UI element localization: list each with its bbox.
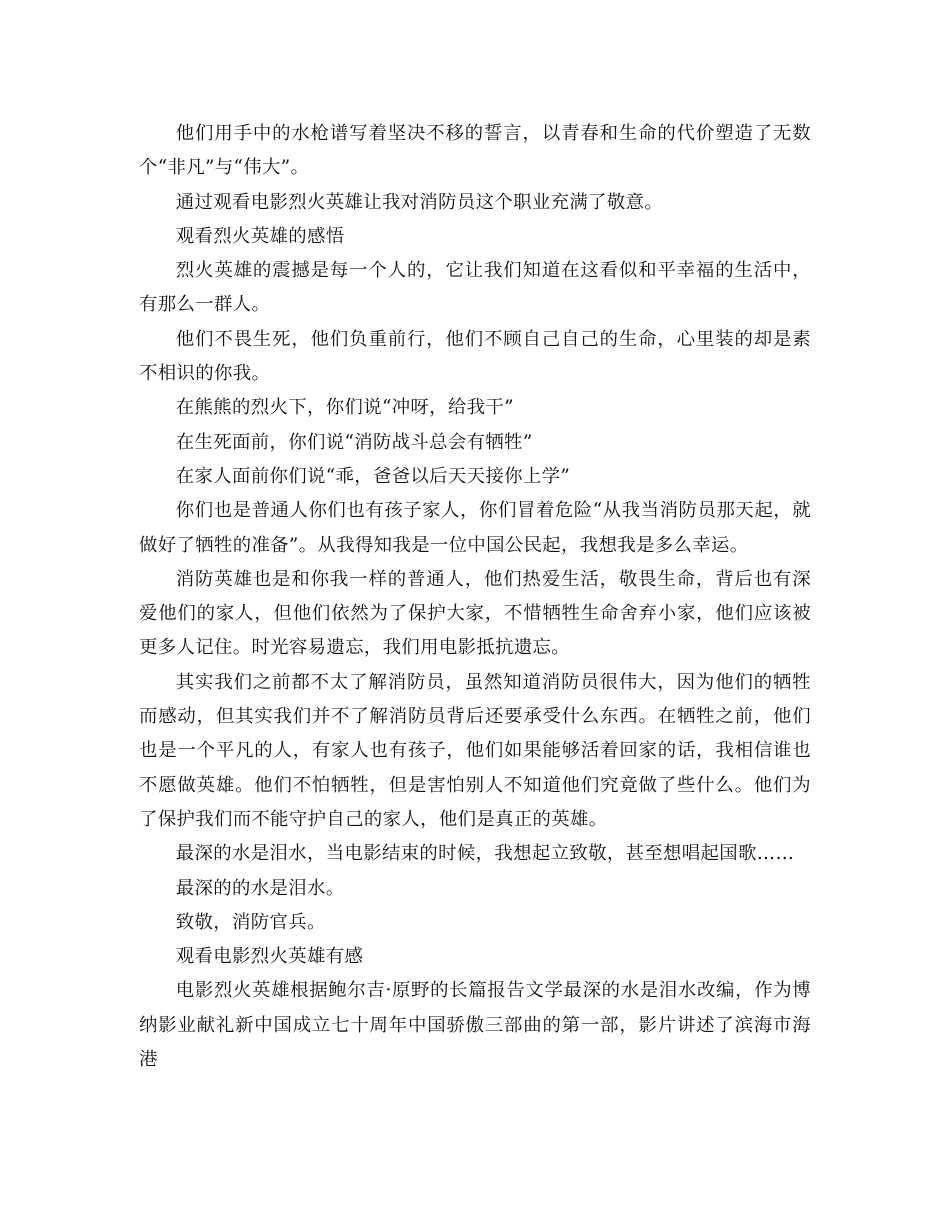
paragraph: 在生死面前，你们说“消防战斗总会有牺牲” <box>175 431 533 453</box>
paragraph: 最深的的水是泪水。 <box>175 877 345 899</box>
paragraph: 其实我们之前都不太了解消防员，虽然知道消防员很伟大，因为他们的牺牲而感动，但其实我们并不了解消防员背后还要承受什么东西。在牺牲之前，他们也是一个平凡的人，有家人也有孩子，他们如果能够活着回家的话，我相信谁也不愿做英雄。他们不怕牺牲，但是害怕别人不知道他们究竟做了些什么。他们为了保护我们而不能守护自己的家人，他们是真正的英雄。 <box>139 671 811 830</box>
paragraph: 通过观看电影烈火英雄让我对消防员这个职业充满了敬意。 <box>175 191 664 213</box>
paragraph: 他们不畏生死，他们负重前行，他们不顾自己自己的生命，心里装的却是素不相识的你我。 <box>139 328 811 385</box>
section-heading: 观看电影烈火英雄有感 <box>175 946 364 968</box>
section-heading: 观看烈火英雄的感悟 <box>175 225 345 247</box>
paragraph: 电影烈火英雄根据鲍尔吉·原野的长篇报告文学最深的水是泪水改编，作为博纳影业献礼新中国成立七十周年中国骄傲三部曲的第一部，影片讲述了滨海市海港 <box>139 980 811 1071</box>
paragraph: 在家人面前你们说“乖，爸爸以后天天接你上学” <box>175 465 571 487</box>
paragraph: 在熊熊的烈火下，你们说“冲呀，给我干” <box>175 397 514 419</box>
paragraph: 消防英雄也是和你我一样的普通人，他们热爱生活，敬畏生命，背后也有深爱他们的家人，但他们依然为了保护大家，不惜牺牲生命舍弃小家，他们应该被更多人记住。时光容易遗忘，我们用电影抵抗遗忘。 <box>139 568 811 659</box>
paragraph: 最深的水是泪水，当电影结束的时候，我想起立致敬，甚至想唱起国歌…… <box>175 843 795 865</box>
document-body <box>139 117 811 1077</box>
paragraph: 致敬，消防官兵。 <box>175 911 326 933</box>
paragraph: 烈火英雄的震撼是每一个人的，它让我们知道在这看似和平幸福的生活中，有那么一群人。 <box>139 260 811 316</box>
paragraph: 你们也是普通人你们也有孩子家人，你们冒着危险“从我当消防员那天起，就做好了牺牲的准备”。从我得知我是一位中国公民起，我想我是多么幸运。 <box>139 500 811 556</box>
paragraph: 他们用手中的水枪谱写着坚决不移的誓言，以青春和生命的代价塑造了无数个“非凡”与“伟大”。 <box>139 123 811 179</box>
